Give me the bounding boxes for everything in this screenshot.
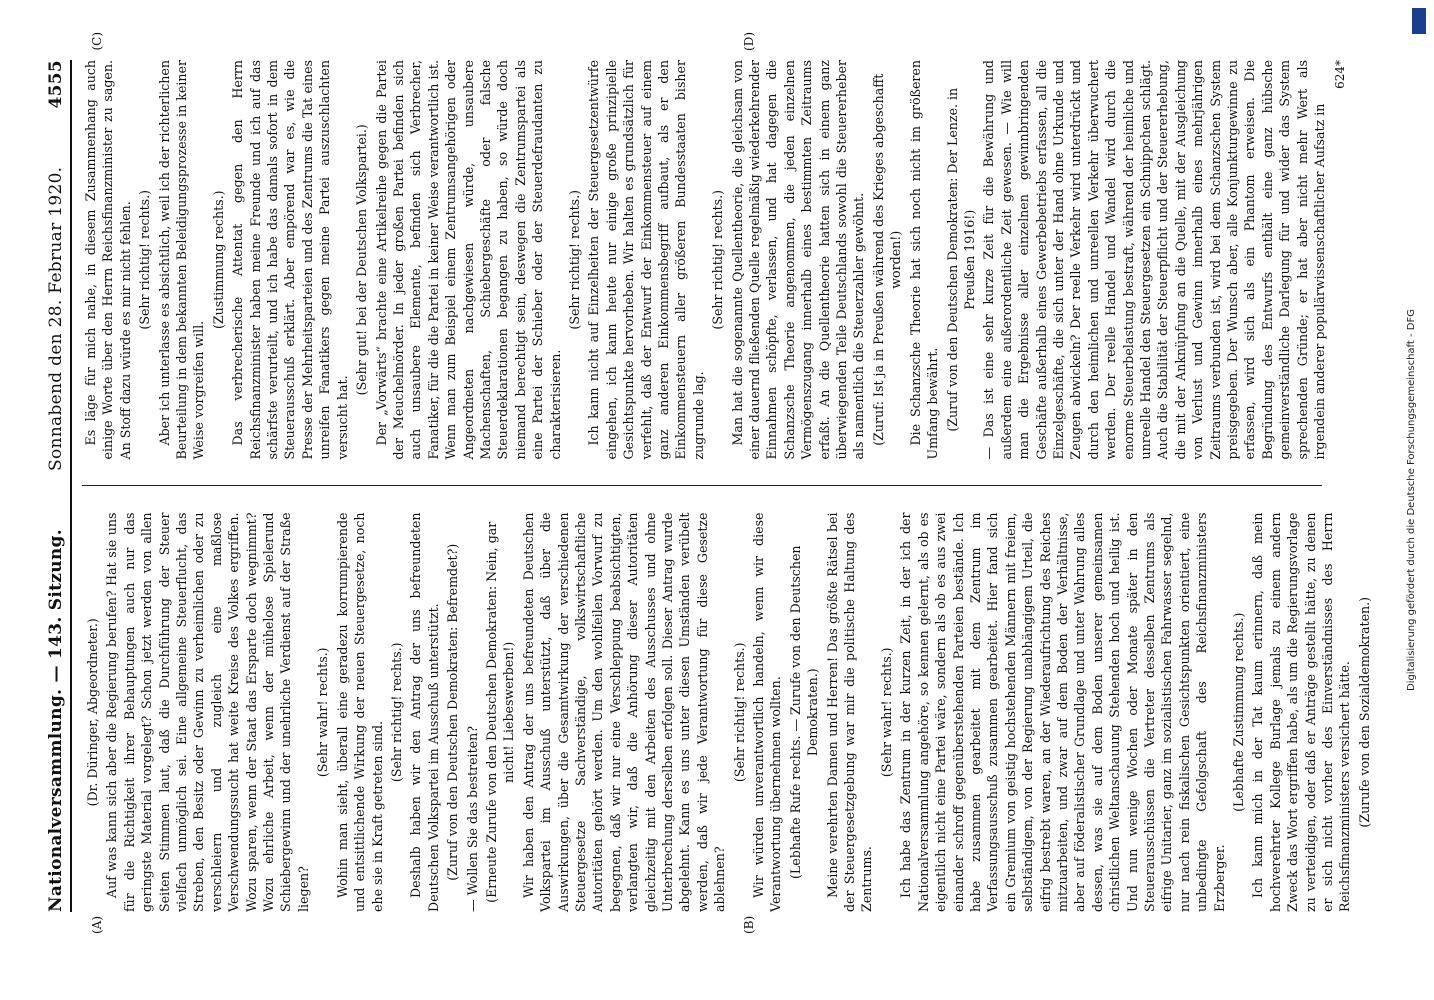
paragraph: Wir würden unverantwortlich handeln, wenn wir diese Verantwortung übernehmen wollten. [751,512,784,912]
paragraph: Wohin man sieht, überall eine geradezu korrumpierende und entsittlichende Wirkung der neuen Steuergesetze, noch ehe sie in Kraft getreten sind. [334,512,385,912]
paragraph: Meine verehrten Damen und Herren! Das größte Rätsel bei der Steuergesetzgebung war mir die politische Haltung des Zentrums. [824,512,875,912]
margin-marker-c: (C) [90,32,104,51]
digitization-notice [1400,0,1434,1000]
sheet-number: 624* [1333,60,1348,89]
paragraph: (Sehr richtig! rechts.) [710,189,726,330]
paragraph: Man hat die sogenannte Quellentheorie, die gleichsam von einer dauernd fließenden Quelle regelmäßig wiederkehrender Einnahmen schöpfte, verlassen, und hat dagegen die Schanzsche Theorie angenommen, die jeden einzelnen Vermögenszugang innerhalb eines bestimmten Zeitraums erfaßt. An die Quellentheorie hatten sich in einem ganz überwiegenden Teile Deutschlands sowohl die Steuererheber als namentlich die Steuerzahler gewöhnt. [729,60,867,460]
paragraph: (Dr. Düringer, Abgeordneter.) [85,618,100,807]
paragraph: (Sehr wahr! rechts.) [315,647,331,778]
text-columns [82,32,1372,934]
paragraph: (Zuruf von den Deutschen Demokraten: Befremdet?) [445,543,461,881]
paragraph: Die Schanzsche Theorie hat sich noch nicht im größeren Umfang bewährt. [907,60,941,460]
header-center: Sonnabend den 28. Februar 1920. [46,166,66,471]
margin-marker-d: (D) [742,32,756,51]
right-column [82,60,1348,460]
margin-marker-a: (A) [90,915,104,934]
page-header [46,60,72,912]
paragraph: (Zurufe von den Sozialdemokraten.) [1356,596,1372,828]
paragraph: (Sehr richtig! rechts.) [388,642,404,783]
paragraph: Aber ich unterlasse es absichtlich, weil ich der richterlichen Beurteilung in dem bekannten Beleidigungsprozesse in keiner Weise vorgreifen will. [156,60,207,460]
paragraph: (Erneute Zurufe von den Deutschen Demokraten: Nein, gar nicht! Liebeswerben!) [483,521,517,903]
paragraph: — Das ist eine sehr kurze Zeit für die Bewährung und außerdem eine außerordentliche Zeit gewesen. — Wie will man die Ergebnisse aller einzelnen gewinnbringenden Geschäfte außerhalb eines Gewerbebetriebs erfassen, all die Einzelgeschäfte, die sich unter der Hand ohne Urkunde und Zeugen abwickeln? Der reelle Verkehr wird unterdrückt und durch den heimlichen und unreellen Verkehr überwuchert werden. Der reelle Handel und Wandel wird durch die enorme Steuerbelastung bestraft, während der heimliche und unreelle Handel den Steuergesetzen ein Schnippchen schlägt. Auch die Stabilität der Steuerpflicht und der Steuererhebung, die mit der Anknüpfung an die Quelle, mit der Ausgleichung von Verlust und Gewinn innerhalb eines mehrjährigen Zeitraums verbunden ist, wird bei dem Schanzschen System preisgegeben. Der Wunsch aber, alle Konjunkturgewinne zu erfassen, wird sich als ein Phantom erweisen. Die Begründung des Entwurfs enthält eine ganz hübsche gemeinverständliche Darlegung für und wider das System sprechenden Gründe; er hat aber nicht mehr Wert als irgendein anderer populärwissenschaftlicher Aufsatz in [981,60,1328,460]
paragraph: (Zuruf von den Deutschen Demokraten: Der Lenze. in Preußen 1916!) [944,87,977,432]
paragraph: Das verbrecherische Attentat gegen den Herrn Reichsfinanzminister haben meine Freunde und ich auf das schärfste verurteilt, und ich habe das damals sofort in dem Steuerausschuß erklärt. Aber empörend war es, wie die Presse der Mehrheitsparteien und des Zentrums die Tat eines unreifen Fanatikers gegen meine Partei auszuschlachten versucht hat. [230,60,350,460]
paragraph: (Zustimmung rechts.) [210,190,226,330]
paragraph: (Sehr richtig! rechts.) [566,189,582,330]
paragraph: (Sehr gut! bei der Deutschen Volkspartei.) [354,124,370,396]
digitization-text: Digitalisierung gefördert durch die Deutsche Forschungsgemeinschaft - DFG [1406,309,1417,692]
paragraph: Wir haben den Antrag der uns befreundeten Deutschen Volkspartei im Ausschuß unterstützt, daß über die Auswirkungen, über die Gesamtwirkung der verschiedenen Steuergesetze Sachverständige, volkswirtschaftliche Autoritäten gehört werden. Um den wohlfeilen Vorwurf zu begegnen, daß wir nur eine Verschleppung beabsichtigten, verlangten wir, daß die Anhörung dieser Autoritäten gleichzeitig mit den Arbeiten des Ausschusses und ohne Unterbrechung derselben erfolgen soll. Dieser Antrag wurde abgelehnt. Kann es uns unter diesen Umständen verübelt werden, daß wir jede Verantwortung für diese Gesetze ablehnen? [520,512,728,912]
paragraph: — Wollen Sie das bestreiten? [464,726,480,912]
paragraph: (Sehr richtig! rechts.) [137,189,153,330]
margin-marker-b: (B) [742,915,756,934]
paragraph: (Lebhafte Zustimmung rechts.) [1231,612,1246,812]
paragraph: Ich kann mich in der Tat kaum erinnern, daß mein hochverehrter Kollege Burlage jemals zu einem andern Zweck das Wort ergriffen habe, als um die Regierungsvorlage zu verteidigen, oder daß er Anträge gestellt hätte, zu denen er sich nicht vorher des Einverständnisses des Herrn Reichsfinanzministers versichert hätte. [1250,512,1353,912]
paragraph: Ich kann nicht auf Einzelheiten der Steuergesetzentwürfe eingehen, ich kann heute nur einige große prinzipielle Gesichtspunkte hervorheben. Wir halten es grundsätzlich für verfehlt, daß der Entwurf der Einkommensteuer auf einem ganz anderen Einkommensbegriff aufbaut, als er den Einkommensteuern aller größeren Bundesstaaten bisher zugrunde lag. [586,60,706,460]
paragraph: (Zuruf: Ist ja in Preußen während des Krieges abgeschafft worden!) [870,73,904,446]
column-rule [82,486,1322,487]
paragraph: Der „Vorwärts“ brachte eine Artikelreihe gegen die Partei der Meuchelmörder. In jeder großen Partei befinden sich auch unsaubere Elemente, befinden sich Verbrecher, Fanatiker, für die die Partei in keiner Weise verantwortlich ist. Wenn man zum Beispiel einem Zentrumsangehörigen oder Angeordneten nachgewiesen würde, unsaubere Machenschaften, Schiebergeschäfte oder falsche Steuerdeklarationen begangen zu haben, so würde doch niemand berechtigt sein, deswegen die Zentrumspartei als eine Partei der Schieber oder der Steuerdefraudanten zu charakterisieren. [373,60,563,460]
page-number: 4555 [46,60,66,109]
header-left: Nationalversammlung. — 143. Sitzung. [46,529,66,912]
paragraph: (Lebhafte Rufe rechts. — Zurufe von den Deutschen Demokraten.) [787,545,821,880]
paragraph: Es läge für mich nahe, in diesem Zusammenhang auch einige Worte über den Herrn Reichsfinanzminister zu sagen. An Stoff dazu würde es mir nicht fehlen. [83,60,133,460]
left-column [82,512,1372,913]
paragraph: (Sehr wahr! rechts.) [878,647,894,778]
paragraph: Deshalb haben wir den Antrag der uns befreundeten Deutschen Volkspartei im Ausschuß unterstützt. [408,512,441,912]
paragraph: Ich habe das Zentrum in der kurzen Zeit, in der ich der Nationalversammlung angehöre, so kennen gelernt, als ob es eigentlich nicht eine Partei wäre, sondern als ob es aus zwei einander schroff gegenüberstehenden Parteien bestände. Ich habe zusammen gearbeitet mit dem Zentrum im Verfassungsausschuß zusammen gearbeitet. Hier fand sich ein Gremium von geistig hochstehenden Männern mit freiem, selbständigem, von der Regierung unabhängigem Urteil, die eifrig bestrebt waren, an der Wiederaufrichtung des Reiches mitzuarbeiten, und zwar auf dem Boden der Verhältnisse, aber auf föderalistischer Grundlage und unter Wahrung alles dessen, was sie auf dem Boden unserer gemeinsamen christlichen Weltanschauung Stehenden hoch und heilig ist. Und nun wenige Wochen oder Monate später in den Steuerausschüssen die Vertreter desselben Zentrums als eifrige Unitarier, ganz im sozialistischen Fahrwasser segelnd, nur nach rein fiskalischen Gesichtspunkten orientiert, eine unbedingte Gefolgschaft des Reichsfinanzministers Erzberger. [898,512,1227,912]
paragraph: (Sehr richtig! rechts.) [731,642,747,783]
paragraph: Auf was kann sich aber die Regierung berufen? Hat sie uns für die Richtigkeit ihrer Behauptungen auch nur das geringste Material vorgelegt? Schon jetzt werden von allen Seiten Stimmen laut, daß die Durchführung der Steuer vielfach unmöglich sei. Eine allgemeine Steuerflucht, das Streben, den Besitz oder Gewinn zu verheimlichen oder zu verschleiern und zugleich eine maßlose Verschwendungssucht hat weite Kreise des Volkes ergriffen. Wozu sparen, wenn der Staat das Ersparte doch wegnimmt? Wozu ehrliche Arbeit, wenn der mühelose Spielerund Schiebergewinn und der unehrliche Verdienst auf der Straße liegen? [104,512,311,912]
